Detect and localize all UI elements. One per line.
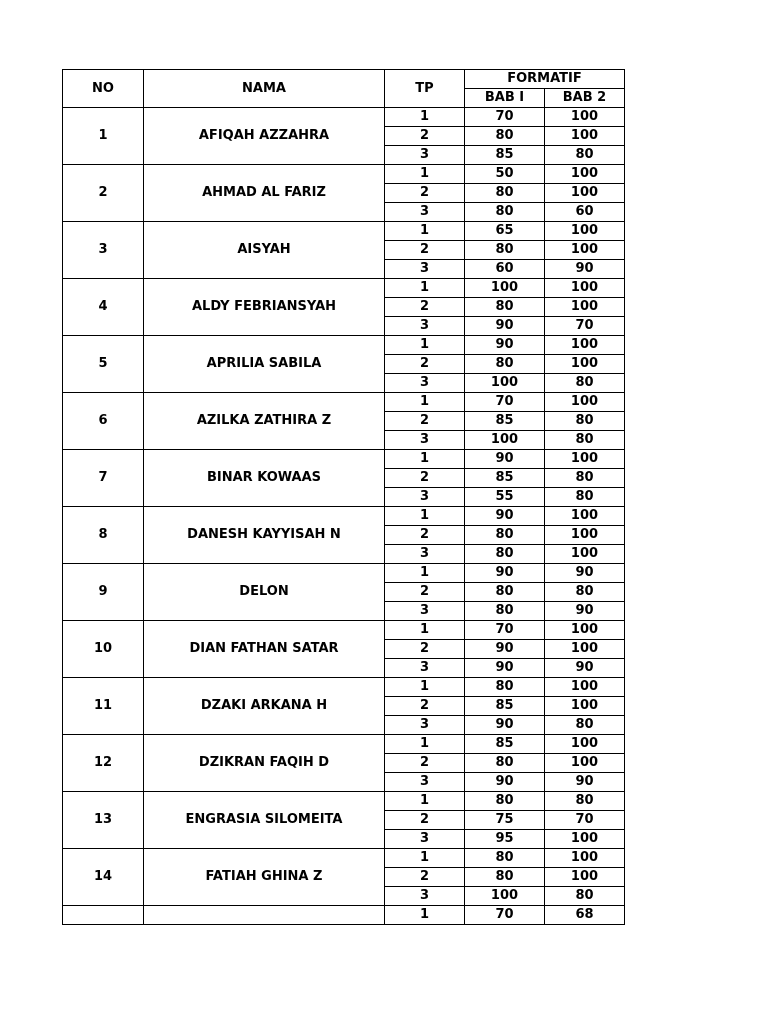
- bab1-score: 90: [465, 450, 545, 469]
- bab2-score: 70: [545, 317, 625, 336]
- tp-cell: 3: [385, 830, 465, 849]
- bab1-score: 80: [465, 868, 545, 887]
- tp-cell: 3: [385, 260, 465, 279]
- bab1-score: 80: [465, 184, 545, 203]
- student-number: 5: [63, 336, 144, 393]
- bab2-score: 100: [545, 127, 625, 146]
- table-row: [63, 108, 625, 127]
- student-name: DZIKRAN FAQIH D: [144, 735, 385, 792]
- bab2-score: 100: [545, 241, 625, 260]
- student-name: APRILIA SABILA: [144, 336, 385, 393]
- tp-cell: 3: [385, 203, 465, 222]
- table-row: [63, 450, 625, 469]
- bab2-score: 80: [545, 374, 625, 393]
- header-tp: TP: [385, 70, 465, 108]
- bab2-score: 70: [545, 811, 625, 830]
- header-nama: NAMA: [144, 70, 385, 108]
- table-row: [63, 792, 625, 811]
- student-name: DZAKI ARKANA H: [144, 678, 385, 735]
- student-number: 12: [63, 735, 144, 792]
- tp-cell: 2: [385, 412, 465, 431]
- bab2-score: 100: [545, 735, 625, 754]
- table-row: [63, 507, 625, 526]
- table-row: [63, 735, 625, 754]
- bab2-score: 90: [545, 260, 625, 279]
- student-name: [144, 906, 385, 925]
- bab1-score: 85: [465, 697, 545, 716]
- tp-cell: 1: [385, 678, 465, 697]
- student-number: 4: [63, 279, 144, 336]
- bab2-score: 80: [545, 583, 625, 602]
- bab1-score: 80: [465, 526, 545, 545]
- bab1-score: 90: [465, 716, 545, 735]
- bab1-score: 80: [465, 203, 545, 222]
- bab2-score: 100: [545, 754, 625, 773]
- student-number: [63, 906, 144, 925]
- tp-cell: 1: [385, 336, 465, 355]
- tp-cell: 2: [385, 469, 465, 488]
- table-row: [63, 393, 625, 412]
- bab2-score: 100: [545, 355, 625, 374]
- bab1-score: 50: [465, 165, 545, 184]
- tp-cell: 1: [385, 108, 465, 127]
- bab2-score: 80: [545, 146, 625, 165]
- bab2-score: 60: [545, 203, 625, 222]
- bab1-score: 70: [465, 621, 545, 640]
- tp-cell: 3: [385, 488, 465, 507]
- student-number: 10: [63, 621, 144, 678]
- tp-cell: 1: [385, 279, 465, 298]
- tp-cell: 1: [385, 507, 465, 526]
- student-name: ENGRASIA SILOMEITA: [144, 792, 385, 849]
- table-row: [63, 849, 625, 868]
- table-row: [63, 222, 625, 241]
- tp-cell: 2: [385, 640, 465, 659]
- tp-cell: 2: [385, 241, 465, 260]
- tp-cell: 2: [385, 697, 465, 716]
- bab1-score: 70: [465, 906, 545, 925]
- student-name: BINAR KOWAAS: [144, 450, 385, 507]
- bab1-score: 70: [465, 108, 545, 127]
- student-name: FATIAH GHINA Z: [144, 849, 385, 906]
- bab1-score: 80: [465, 298, 545, 317]
- bab2-score: 100: [545, 393, 625, 412]
- bab1-score: 80: [465, 583, 545, 602]
- bab1-score: 80: [465, 355, 545, 374]
- bab1-score: 80: [465, 545, 545, 564]
- student-name: AFIQAH AZZAHRA: [144, 108, 385, 165]
- bab1-score: 80: [465, 754, 545, 773]
- student-name: AZILKA ZATHIRA Z: [144, 393, 385, 450]
- bab1-score: 95: [465, 830, 545, 849]
- tp-cell: 1: [385, 906, 465, 925]
- bab1-score: 60: [465, 260, 545, 279]
- bab2-score: 100: [545, 222, 625, 241]
- bab2-score: 100: [545, 507, 625, 526]
- tp-cell: 3: [385, 545, 465, 564]
- table-row: [63, 165, 625, 184]
- bab1-score: 80: [465, 678, 545, 697]
- bab1-score: 80: [465, 792, 545, 811]
- student-number: 11: [63, 678, 144, 735]
- bab1-score: 90: [465, 773, 545, 792]
- table-row: [63, 906, 625, 925]
- bab2-score: 100: [545, 849, 625, 868]
- bab2-score: 68: [545, 906, 625, 925]
- bab2-score: 100: [545, 184, 625, 203]
- bab2-score: 80: [545, 887, 625, 906]
- student-number: 8: [63, 507, 144, 564]
- bab1-score: 80: [465, 602, 545, 621]
- bab1-score: 90: [465, 659, 545, 678]
- tp-cell: 1: [385, 222, 465, 241]
- bab1-score: 100: [465, 279, 545, 298]
- score-sheet: [62, 69, 625, 925]
- bab1-score: 80: [465, 241, 545, 260]
- tp-cell: 3: [385, 431, 465, 450]
- table-row: [63, 279, 625, 298]
- tp-cell: 3: [385, 602, 465, 621]
- bab2-score: 100: [545, 279, 625, 298]
- student-name: DIAN FATHAN SATAR: [144, 621, 385, 678]
- bab1-score: 90: [465, 336, 545, 355]
- bab2-score: 100: [545, 165, 625, 184]
- header-bab2: BAB 2: [545, 89, 625, 108]
- student-name: AISYAH: [144, 222, 385, 279]
- bab2-score: 100: [545, 336, 625, 355]
- bab1-score: 85: [465, 146, 545, 165]
- tp-cell: 2: [385, 754, 465, 773]
- header-row: [63, 70, 625, 89]
- tp-cell: 2: [385, 127, 465, 146]
- bab2-score: 100: [545, 678, 625, 697]
- header-no: NO: [63, 70, 144, 108]
- student-number: 7: [63, 450, 144, 507]
- bab2-score: 100: [545, 640, 625, 659]
- bab2-score: 80: [545, 716, 625, 735]
- bab1-score: 55: [465, 488, 545, 507]
- student-name: AHMAD AL FARIZ: [144, 165, 385, 222]
- bab1-score: 90: [465, 640, 545, 659]
- student-number: 9: [63, 564, 144, 621]
- student-number: 14: [63, 849, 144, 906]
- bab2-score: 100: [545, 526, 625, 545]
- bab1-score: 100: [465, 431, 545, 450]
- bab1-score: 75: [465, 811, 545, 830]
- tp-cell: 1: [385, 393, 465, 412]
- student-number: 13: [63, 792, 144, 849]
- bab2-score: 90: [545, 659, 625, 678]
- table-row: [63, 564, 625, 583]
- table-row: [63, 336, 625, 355]
- tp-cell: 1: [385, 564, 465, 583]
- tp-cell: 3: [385, 716, 465, 735]
- header-formatif: FORMATIF: [465, 70, 625, 89]
- tp-cell: 1: [385, 621, 465, 640]
- student-number: 2: [63, 165, 144, 222]
- bab2-score: 80: [545, 469, 625, 488]
- tp-cell: 1: [385, 735, 465, 754]
- student-number: 6: [63, 393, 144, 450]
- tp-cell: 2: [385, 811, 465, 830]
- bab2-score: 100: [545, 108, 625, 127]
- tp-cell: 1: [385, 450, 465, 469]
- student-number: 1: [63, 108, 144, 165]
- score-table: [62, 69, 625, 925]
- tp-cell: 3: [385, 773, 465, 792]
- tp-cell: 3: [385, 374, 465, 393]
- bab2-score: 90: [545, 602, 625, 621]
- tp-cell: 2: [385, 298, 465, 317]
- tp-cell: 2: [385, 526, 465, 545]
- tp-cell: 1: [385, 849, 465, 868]
- bab2-score: 100: [545, 868, 625, 887]
- bab1-score: 80: [465, 849, 545, 868]
- header-bab1: BAB I: [465, 89, 545, 108]
- bab1-score: 70: [465, 393, 545, 412]
- student-number: 3: [63, 222, 144, 279]
- bab1-score: 85: [465, 735, 545, 754]
- bab2-score: 80: [545, 412, 625, 431]
- bab2-score: 80: [545, 792, 625, 811]
- bab1-score: 90: [465, 564, 545, 583]
- tp-cell: 3: [385, 659, 465, 678]
- bab1-score: 85: [465, 412, 545, 431]
- bab2-score: 90: [545, 773, 625, 792]
- score-table-body: [63, 70, 625, 925]
- bab2-score: 100: [545, 545, 625, 564]
- bab1-score: 90: [465, 317, 545, 336]
- bab1-score: 65: [465, 222, 545, 241]
- bab1-score: 85: [465, 469, 545, 488]
- tp-cell: 2: [385, 583, 465, 602]
- bab1-score: 100: [465, 887, 545, 906]
- bab2-score: 100: [545, 621, 625, 640]
- tp-cell: 3: [385, 887, 465, 906]
- bab2-score: 90: [545, 564, 625, 583]
- bab1-score: 100: [465, 374, 545, 393]
- tp-cell: 2: [385, 184, 465, 203]
- bab2-score: 80: [545, 431, 625, 450]
- tp-cell: 2: [385, 355, 465, 374]
- tp-cell: 1: [385, 792, 465, 811]
- bab2-score: 100: [545, 450, 625, 469]
- tp-cell: 3: [385, 146, 465, 165]
- bab2-score: 100: [545, 298, 625, 317]
- bab1-score: 80: [465, 127, 545, 146]
- student-name: ALDY FEBRIANSYAH: [144, 279, 385, 336]
- bab2-score: 100: [545, 830, 625, 849]
- bab2-score: 100: [545, 697, 625, 716]
- student-name: DELON: [144, 564, 385, 621]
- table-row: [63, 621, 625, 640]
- table-row: [63, 678, 625, 697]
- tp-cell: 3: [385, 317, 465, 336]
- tp-cell: 1: [385, 165, 465, 184]
- student-name: DANESH KAYYISAH N: [144, 507, 385, 564]
- bab1-score: 90: [465, 507, 545, 526]
- bab2-score: 80: [545, 488, 625, 507]
- tp-cell: 2: [385, 868, 465, 887]
